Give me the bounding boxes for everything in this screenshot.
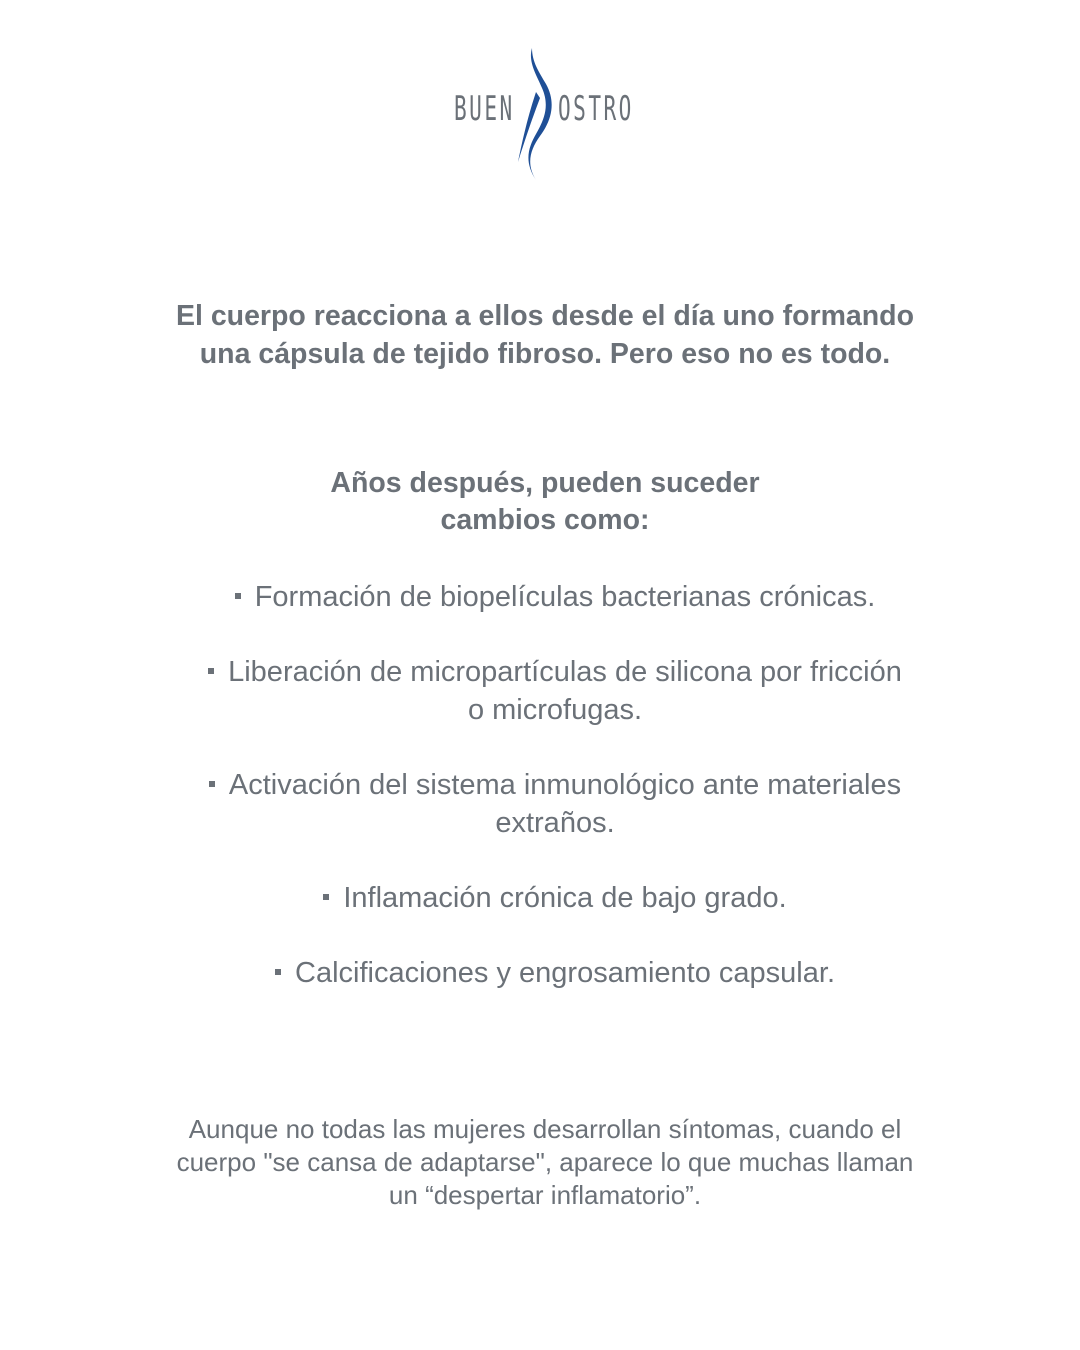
list-item — [130, 578, 980, 616]
bullet-square-icon — [323, 894, 329, 900]
list-item — [130, 879, 980, 917]
list-item-text: Inflamación crónica de bajo grado. — [343, 882, 787, 914]
bullet-square-icon — [209, 781, 215, 787]
closing-line: Aunque no todas las mujeres desarrollan síntomas, cuando el — [188, 1114, 902, 1144]
intro-line: El cuerpo reacciona a ellos desde el día uno formando — [175, 300, 915, 332]
list-item-text: Calcificaciones y engrosamiento capsular. — [295, 957, 835, 989]
closing-line: cuerpo "se cansa de adaptarse", aparece lo que muchas llaman — [176, 1147, 914, 1177]
changes-heading — [110, 465, 980, 539]
closing-paragraph — [140, 1113, 950, 1212]
list-item-text: Liberación de micropartículas de silicona por fricción — [228, 656, 902, 688]
heading-line: cambios como: — [440, 504, 650, 536]
brand-word-left: BUEN — [454, 89, 515, 129]
intro-line: una cápsula de tejido fibroso. Pero eso no es todo. — [199, 338, 891, 370]
list-item-text: Formación de biopelículas bacterianas crónicas. — [254, 581, 876, 613]
list-item-text: Activación del sistema inmunológico ante materiales — [228, 769, 902, 801]
brand-word-right: OSTRO — [558, 89, 634, 129]
list-item-text: o microfugas. — [467, 694, 643, 726]
list-item — [130, 954, 980, 992]
bullet-square-icon — [208, 668, 214, 674]
heading-line: Años después, pueden suceder — [330, 467, 760, 499]
list-item — [130, 653, 980, 729]
bullet-square-icon — [235, 593, 241, 599]
intro-paragraph — [110, 297, 980, 373]
changes-list — [130, 578, 980, 1029]
list-item-text: extraños. — [495, 807, 615, 839]
bullet-square-icon — [275, 969, 281, 975]
closing-line: un “despertar inflamatorio”. — [388, 1180, 702, 1210]
list-item — [130, 766, 980, 842]
